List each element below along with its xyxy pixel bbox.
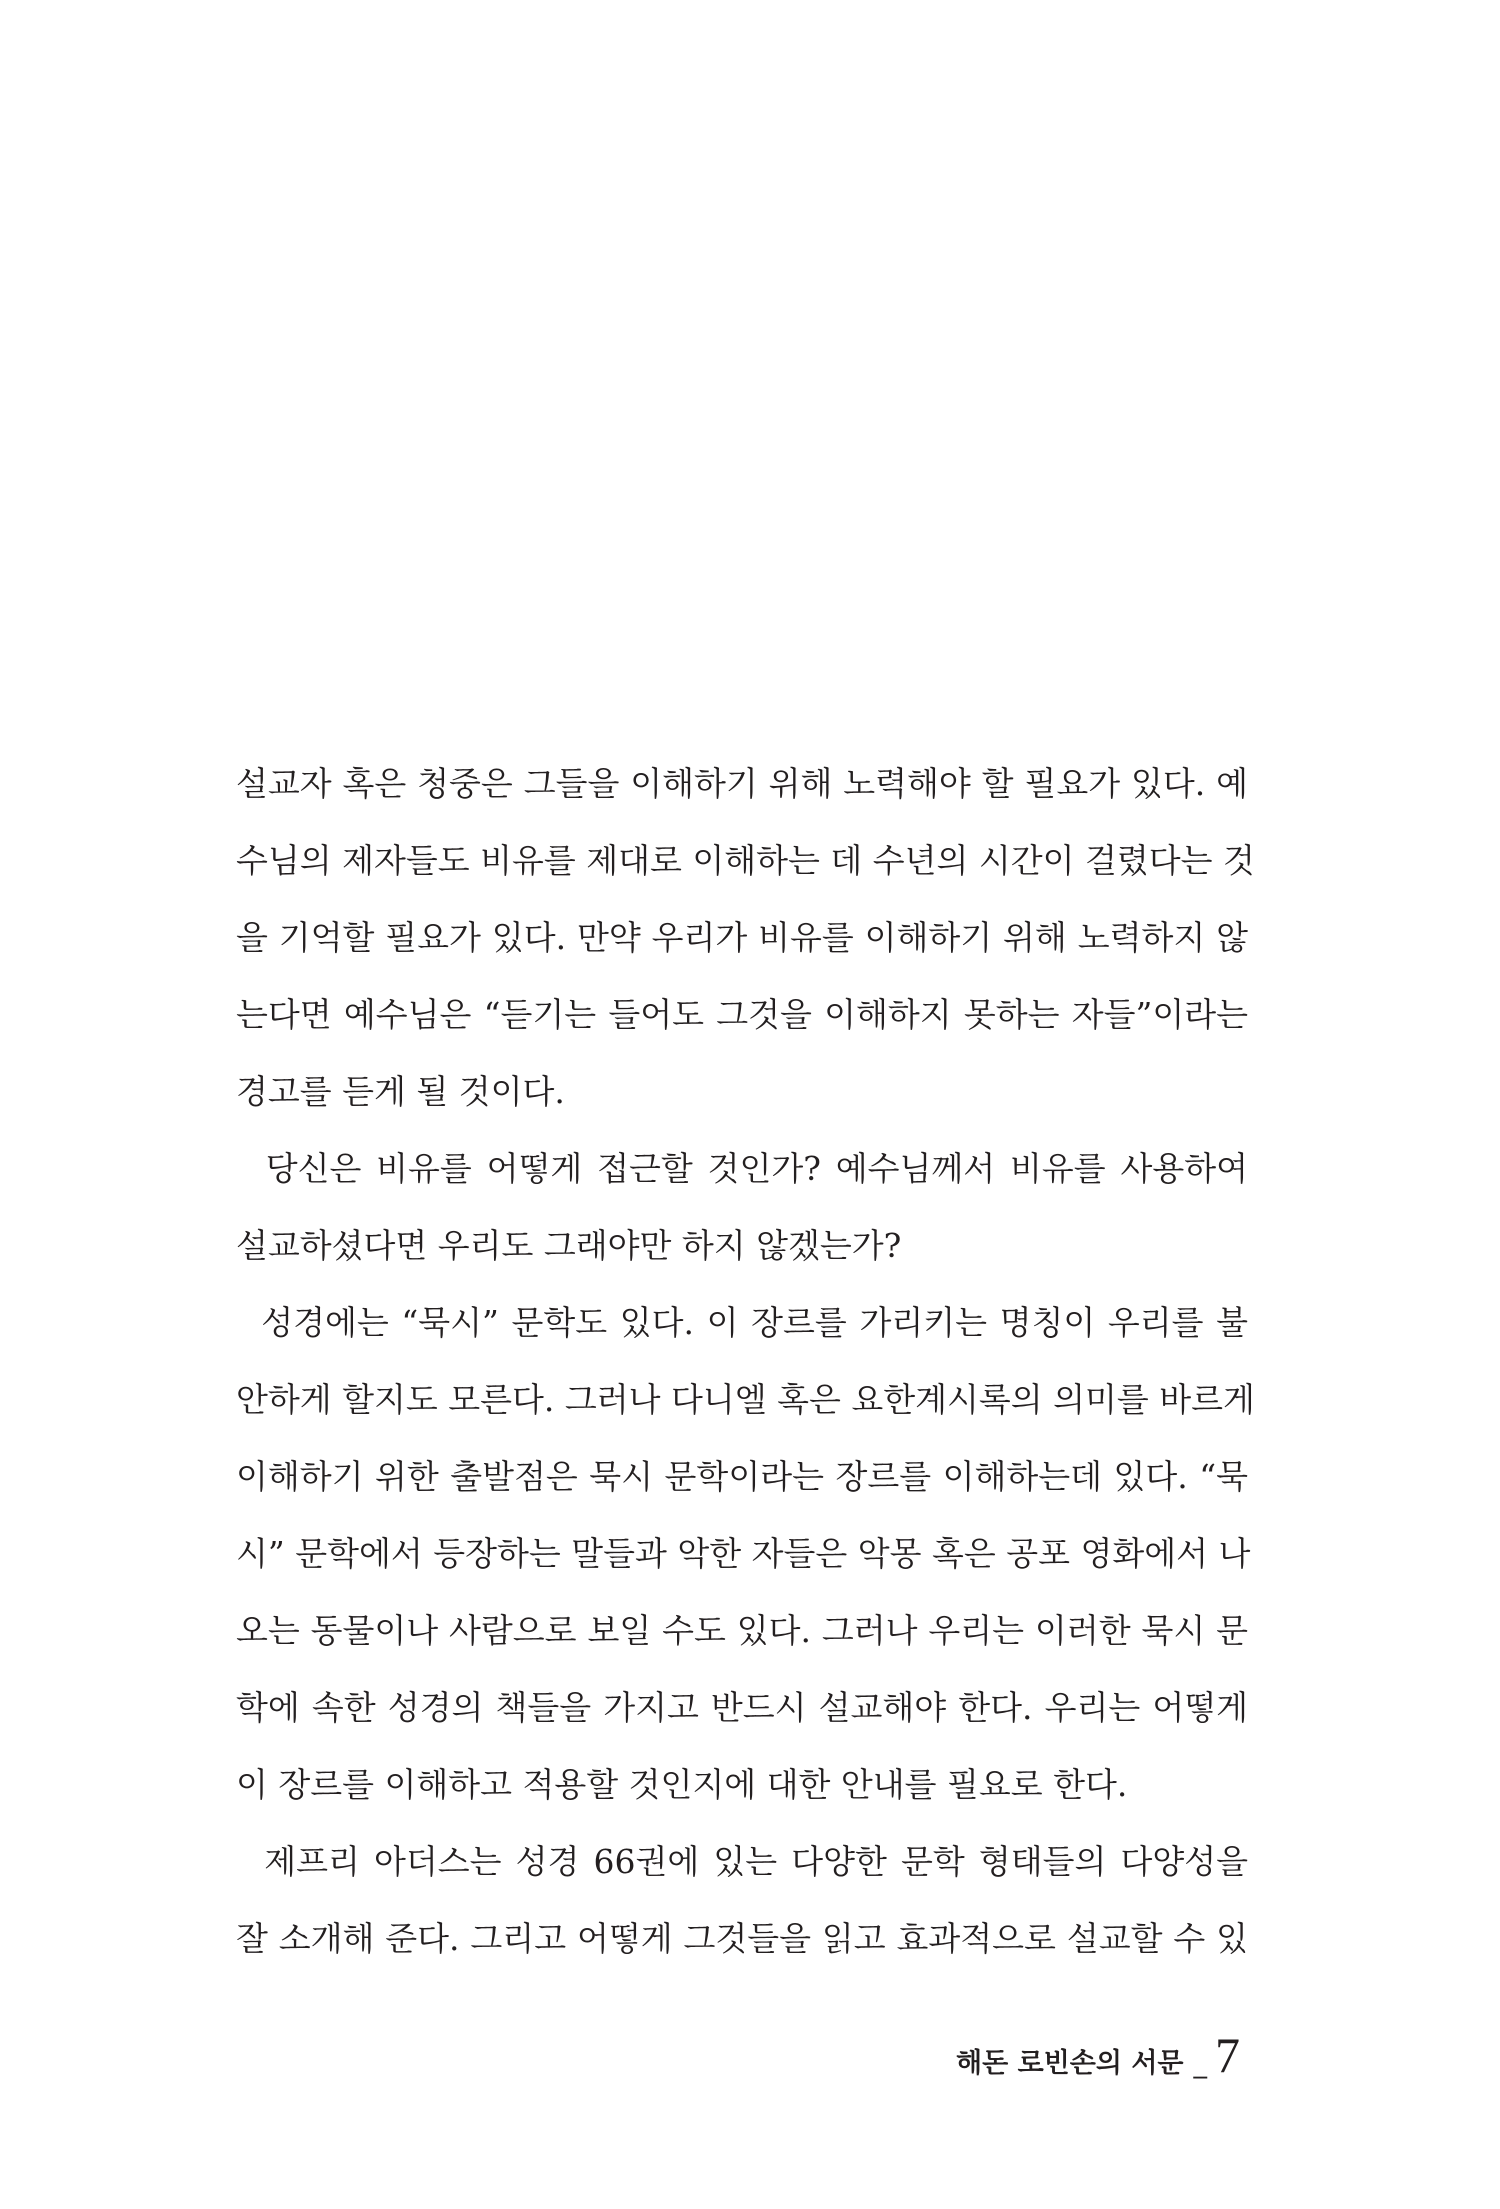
text-line: 제프리 아더스는 성경 66권에 있는 다양한 문학 형태들의 다양성을 <box>236 1842 1248 1881</box>
running-title: 해돈 로빈손의 서문 <box>956 2048 1184 2079</box>
text-line: 성경에는 “묵시” 문학도 있다. 이 장르를 가리키는 명칭이 우리를 불 <box>236 1303 1248 1342</box>
text-line: 시” 문학에서 등장하는 말들과 악한 자들은 악몽 혹은 공포 영화에서 나 <box>236 1534 1251 1573</box>
text-line: 설교하셨다면 우리도 그래야만 하지 않겠는가? <box>236 1226 902 1265</box>
body-text <box>236 745 1255 1977</box>
text-line: 을 기억할 필요가 있다. 만약 우리가 비유를 이해하기 위해 노력하지 않 <box>236 918 1248 957</box>
text-line: 이 장르를 이해하고 적용할 것인지에 대한 안내를 필요로 한다. <box>236 1765 1128 1804</box>
text-line: 설교자 혹은 청중은 그들을 이해하기 위해 노력해야 할 필요가 있다. 예 <box>236 764 1248 803</box>
page-footer <box>956 2027 1240 2083</box>
text-line: 는다면 예수님은 “듣기는 들어도 그것을 이해하지 못하는 자들”이라는 <box>236 995 1248 1034</box>
text-line: 당신은 비유를 어떻게 접근할 것인가? 예수님께서 비유를 사용하여 <box>236 1149 1248 1188</box>
text-line: 학에 속한 성경의 책들을 가지고 반드시 설교해야 한다. 우리는 어떻게 <box>236 1688 1248 1727</box>
text-line: 수님의 제자들도 비유를 제대로 이해하는 데 수년의 시간이 걸렸다는 것 <box>236 841 1255 880</box>
page-number: 7 <box>1215 2027 1240 2083</box>
text-line: 잘 소개해 준다. 그리고 어떻게 그것들을 읽고 효과적으로 설교할 수 있 <box>236 1919 1248 1958</box>
text-line: 경고를 듣게 될 것이다. <box>236 1072 565 1111</box>
text-line: 이해하기 위한 출발점은 묵시 문학이라는 장르를 이해하는데 있다. “묵 <box>236 1457 1248 1496</box>
text-line: 오는 동물이나 사람으로 보일 수도 있다. 그러나 우리는 이러한 묵시 문 <box>236 1611 1248 1650</box>
footer-separator: _ <box>1193 2048 1207 2079</box>
text-line: 안하게 할지도 모른다. 그러나 다니엘 혹은 요한계시록의 의미를 바르게 <box>236 1380 1255 1419</box>
